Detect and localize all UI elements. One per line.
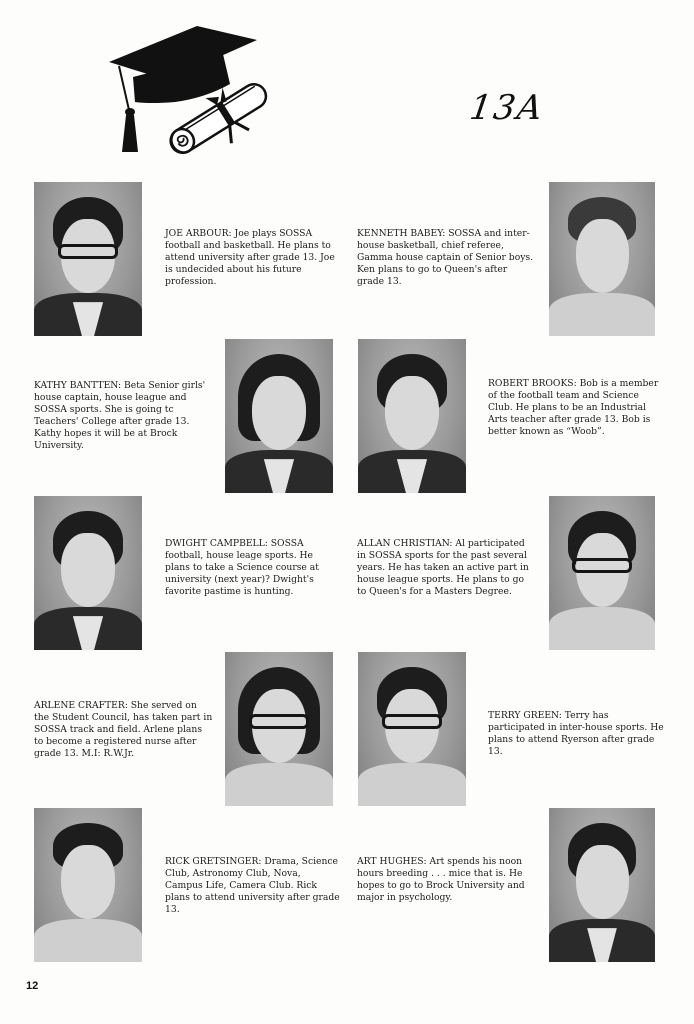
student-photo-joe-arbour [34, 182, 142, 336]
student-bio-joe-arbour: JOE ARBOUR: Joe plays SOSSA football and basketball. He plans to attend university after grade 13. Joe is undecided about his future profession. [165, 228, 335, 288]
class-label: 13A [467, 88, 547, 128]
student-photo-kathy-bantten [225, 339, 333, 493]
student-bio-kathy-bantten: KATHY BANTTEN: Beta Senior girls' house captain, house league and SOSSA sports. She is going tc Teachers' College after grade 13. Kathy hopes it will be at Brock University. [34, 380, 206, 452]
student-bio-dwight-campbell: DWIGHT CAMPBELL: SOSSA football, house leage sports. He plans to take a Science course at university (next year)? Dwight's favorite pastime is hunting. [165, 538, 319, 598]
student-bio-allan-christian: ALLAN CHRISTIAN: Al participated in SOSSA sports for the past several years. He has taken an active part in house league sports. He plans to go to Queen's for a Masters Degree. [357, 538, 529, 598]
page-number: 12 [26, 980, 39, 992]
student-bio-rick-gretsinger: RICK GRETSINGER: Drama, Science Club, Astronomy Club, Nova, Campus Life, Camera Club. Rick plans to attend university after grade 13. [165, 856, 340, 916]
student-photo-terry-green [358, 652, 466, 806]
student-bio-robert-brooks: ROBERT BROOKS: Bob is a member of the football team and Science Club. He plans to be an Industrial Arts teacher after grade 13. Bob is better known as “Woob”. [488, 378, 659, 438]
student-photo-allan-christian [549, 496, 655, 650]
student-photo-dwight-campbell [34, 496, 142, 650]
student-photo-robert-brooks [358, 339, 466, 493]
student-photo-arlene-crafter [225, 652, 333, 806]
student-bio-art-hughes: ART HUGHES: Art spends his noon hours breeding . . . mice that is. He hopes to go to Brock University and major in psychology. [357, 856, 525, 904]
student-bio-arlene-crafter: ARLENE CRAFTER: She served on the Student Council, has taken part in SOSSA track and field. Arlene plans to become a registered nurse after grade 13. M.I: R.W.Jr. [34, 700, 213, 760]
graduation-cap-diploma-icon [105, 22, 280, 157]
student-photo-rick-gretsinger [34, 808, 142, 962]
student-photo-art-hughes [549, 808, 655, 962]
student-bio-kenneth-babey: KENNETH BABEY: SOSSA and inter-house basketball, chief referee, Gamma house captain of Senior boys. Ken plans to go to Queen's after grade 13. [357, 228, 534, 288]
student-bio-terry-green: TERRY GREEN: Terry has participated in inter-house sports. He plans to attend Ryerson after grade 13. [488, 710, 664, 758]
student-photo-kenneth-babey [549, 182, 655, 336]
